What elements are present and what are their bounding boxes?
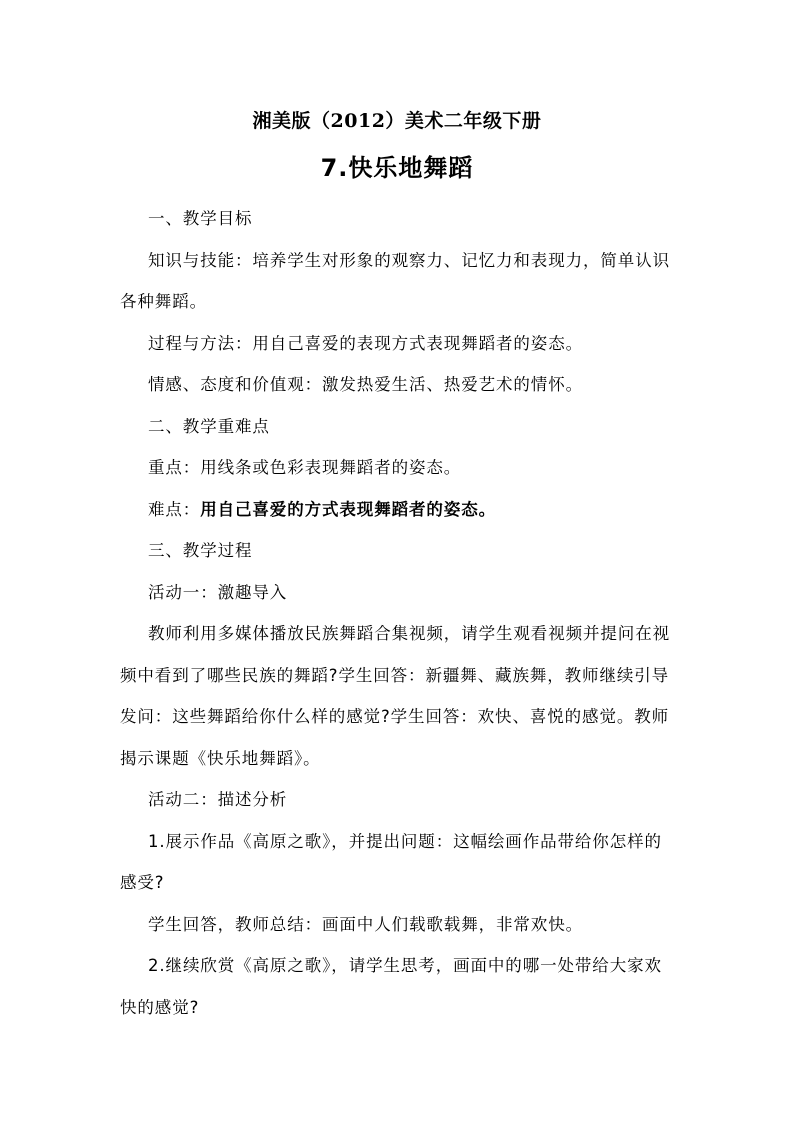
paragraph-activity-two-step1: 1.展示作品《高原之歌》，并提出问题：这幅绘画作品带给你怎样的感受? (120, 831, 662, 892)
activity-one-heading: 活动一：激趣导入 (148, 582, 288, 602)
section-heading-key-points: 二、教学重难点 (148, 416, 270, 436)
difficult-point-label: 难点： (148, 499, 201, 519)
paragraph-emotion-values: 情感、态度和价值观：激发热爱生活、热爱艺术的情怀。 (148, 375, 583, 394)
activity-two-heading: 活动二：描述分析 (148, 790, 288, 809)
paragraph-activity-two-step2: 2.继续欣赏《高原之歌》，请学生思考，画面中的哪一处带给大家欢快的感觉? (120, 956, 662, 1017)
section-heading-objectives: 一、教学目标 (148, 209, 253, 228)
paragraph-teacher-summary: 学生回答，教师总结：画面中人们载歌载舞，非常欢快。 (148, 914, 583, 934)
paragraph-process-method: 过程与方法：用自己喜爱的表现方式表现舞蹈者的姿态。 (148, 333, 583, 353)
page-title: 7.快乐地舞蹈 (320, 154, 474, 182)
paragraph-activity-one: 教师利用多媒体播放民族舞蹈合集视频，请学生观看视频并提问在视频中看到了哪些民族的舞蹈?学生回答：新疆舞、藏族舞，教师继续引导发问：这些舞蹈给你什么样的感觉?学生回答：欢快、喜悦的感觉。教师揭示课题《快乐地舞蹈》。 (120, 624, 670, 768)
paragraph-difficult-point (120, 489, 676, 531)
paragraph-knowledge-skills: 知识与技能：培养学生对形象的观察力、记忆力和表现力，简单认识各种舞蹈。 (120, 250, 670, 311)
document-body (120, 198, 676, 1028)
paragraph-key-point: 重点：用线条或色彩表现舞蹈者的姿态。 (148, 458, 462, 477)
document-header: 湘美版（2012）美术二年级下册 (252, 110, 542, 132)
section-heading-process: 三、教学过程 (148, 541, 253, 560)
difficult-point-text: 用自己喜爱的方式表现舞蹈者的姿态。 (200, 499, 497, 519)
